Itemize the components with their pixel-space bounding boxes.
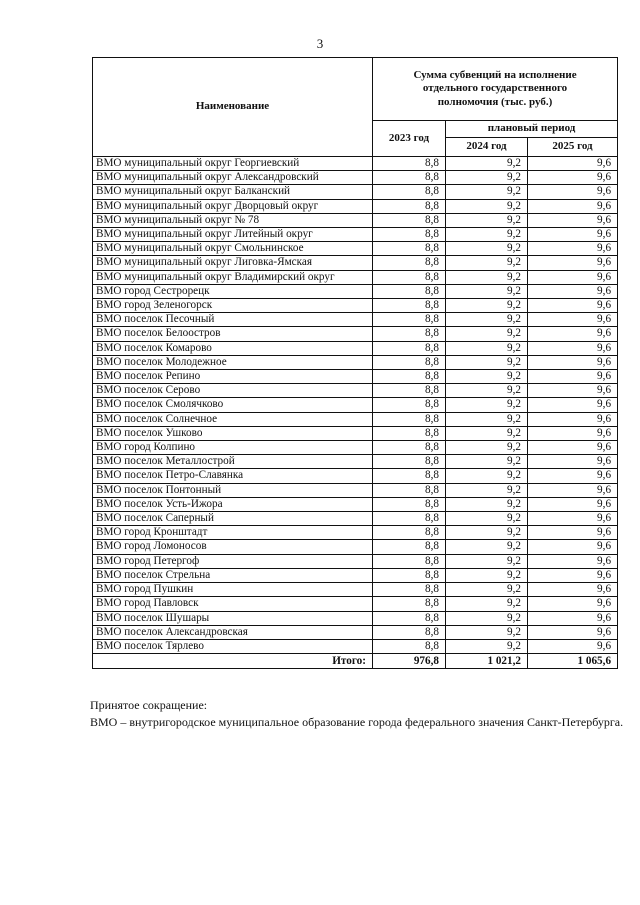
table-row [93,398,618,412]
note-title: Принятое сокращение: [90,698,208,712]
row-name: ВМО поселок Понтонный [93,483,373,497]
value-2024: 9,2 [446,270,528,284]
row-name: ВМО город Пушкин [93,583,373,597]
value-2025: 9,6 [528,583,618,597]
value-2023: 8,8 [373,384,446,398]
total-2025: 1 065,6 [528,654,618,669]
value-2023: 8,8 [373,441,446,455]
table-row [93,526,618,540]
value-2023: 8,8 [373,512,446,526]
row-name: ВМО поселок Серово [93,384,373,398]
value-2025: 9,6 [528,355,618,369]
header-2025: 2025 год [528,138,618,157]
table-row [93,213,618,227]
value-2024: 9,2 [446,540,528,554]
table-row [93,384,618,398]
row-name: ВМО город Колпино [93,441,373,455]
table-row [93,270,618,284]
value-2023: 8,8 [373,583,446,597]
table-row [93,412,618,426]
value-2025: 9,6 [528,455,618,469]
value-2023: 8,8 [373,370,446,384]
header-2024: 2024 год [446,138,528,157]
table-row [93,228,618,242]
value-2024: 9,2 [446,441,528,455]
table-row [93,611,618,625]
value-2025: 9,6 [528,313,618,327]
value-2025: 9,6 [528,228,618,242]
value-2025: 9,6 [528,597,618,611]
value-2025: 9,6 [528,171,618,185]
value-2024: 9,2 [446,355,528,369]
row-name: ВМО муниципальный округ Георгиевский [93,157,373,171]
value-2024: 9,2 [446,568,528,582]
value-2025: 9,6 [528,398,618,412]
row-name: ВМО поселок Репино [93,370,373,384]
value-2025: 9,6 [528,497,618,511]
table-row [93,341,618,355]
value-2025: 9,6 [528,441,618,455]
row-name: ВМО поселок Белоостров [93,327,373,341]
value-2023: 8,8 [373,540,446,554]
value-2023: 8,8 [373,597,446,611]
table-row [93,583,618,597]
value-2023: 8,8 [373,497,446,511]
value-2024: 9,2 [446,455,528,469]
row-name: ВМО город Сестрорецк [93,284,373,298]
value-2025: 9,6 [528,512,618,526]
value-2024: 9,2 [446,341,528,355]
value-2024: 9,2 [446,228,528,242]
row-name: ВМО поселок Песочный [93,313,373,327]
value-2025: 9,6 [528,213,618,227]
value-2024: 9,2 [446,185,528,199]
value-2025: 9,6 [528,242,618,256]
value-2025: 9,6 [528,540,618,554]
table-row [93,426,618,440]
row-name: ВМО муниципальный округ Литейный округ [93,228,373,242]
value-2025: 9,6 [528,327,618,341]
value-2024: 9,2 [446,469,528,483]
table-row [93,625,618,639]
table-row [93,512,618,526]
value-2023: 8,8 [373,426,446,440]
row-name: ВМО город Ломоносов [93,540,373,554]
value-2023: 8,8 [373,256,446,270]
header-2023: 2023 год [373,121,446,157]
value-2024: 9,2 [446,256,528,270]
value-2023: 8,8 [373,157,446,171]
row-name: ВМО поселок Молодежное [93,355,373,369]
value-2023: 8,8 [373,483,446,497]
value-2024: 9,2 [446,526,528,540]
value-2023: 8,8 [373,341,446,355]
table-row [93,157,618,171]
value-2024: 9,2 [446,583,528,597]
value-2023: 8,8 [373,639,446,653]
value-2023: 8,8 [373,299,446,313]
table-row [93,639,618,653]
value-2023: 8,8 [373,228,446,242]
value-2025: 9,6 [528,199,618,213]
value-2024: 9,2 [446,213,528,227]
row-name: ВМО муниципальный округ Смольнинское [93,242,373,256]
value-2024: 9,2 [446,398,528,412]
table-row [93,455,618,469]
value-2024: 9,2 [446,242,528,256]
row-name: ВМО муниципальный округ Владимирский округ [93,270,373,284]
row-name: ВМО поселок Шушары [93,611,373,625]
value-2025: 9,6 [528,384,618,398]
value-2025: 9,6 [528,469,618,483]
table-row [93,469,618,483]
value-2024: 9,2 [446,426,528,440]
value-2025: 9,6 [528,639,618,653]
value-2023: 8,8 [373,284,446,298]
value-2025: 9,6 [528,284,618,298]
row-name: ВМО муниципальный округ № 78 [93,213,373,227]
value-2025: 9,6 [528,270,618,284]
value-2025: 9,6 [528,412,618,426]
table-row [93,483,618,497]
total-label: Итого: [93,654,373,669]
value-2024: 9,2 [446,512,528,526]
value-2024: 9,2 [446,171,528,185]
table-row [93,327,618,341]
value-2024: 9,2 [446,327,528,341]
table-row [93,568,618,582]
row-name: ВМО поселок Солнечное [93,412,373,426]
value-2025: 9,6 [528,370,618,384]
table-row [93,497,618,511]
abbreviation-note [90,697,623,731]
value-2025: 9,6 [528,483,618,497]
value-2025: 9,6 [528,299,618,313]
value-2024: 9,2 [446,639,528,653]
value-2025: 9,6 [528,625,618,639]
row-name: ВМО муниципальный округ Александровский [93,171,373,185]
value-2023: 8,8 [373,455,446,469]
table-row [93,284,618,298]
value-2023: 8,8 [373,270,446,284]
row-name: ВМО муниципальный округ Балканский [93,185,373,199]
value-2024: 9,2 [446,554,528,568]
row-name: ВМО город Зеленогорск [93,299,373,313]
subsidy-table [92,57,618,669]
row-name: ВМО поселок Стрельна [93,568,373,582]
row-name: ВМО поселок Смолячково [93,398,373,412]
value-2024: 9,2 [446,384,528,398]
table-row [93,370,618,384]
value-2025: 9,6 [528,526,618,540]
value-2024: 9,2 [446,157,528,171]
table-row [93,355,618,369]
row-name: ВМО муниципальный округ Дворцовый округ [93,199,373,213]
table-row [93,540,618,554]
row-name: ВМО поселок Саперный [93,512,373,526]
row-name: ВМО поселок Александровская [93,625,373,639]
value-2024: 9,2 [446,284,528,298]
table-row [93,597,618,611]
value-2025: 9,6 [528,256,618,270]
table-row [93,242,618,256]
table-row [93,185,618,199]
value-2023: 8,8 [373,469,446,483]
row-name: ВМО муниципальный округ Лиговка-Ямская [93,256,373,270]
table-row [93,199,618,213]
value-2024: 9,2 [446,370,528,384]
value-2023: 8,8 [373,171,446,185]
value-2023: 8,8 [373,213,446,227]
value-2023: 8,8 [373,355,446,369]
row-name: ВМО поселок Ушково [93,426,373,440]
page-number: 3 [316,36,324,51]
value-2024: 9,2 [446,412,528,426]
row-name: ВМО поселок Металлострой [93,455,373,469]
row-name: ВМО поселок Тярлево [93,639,373,653]
value-2025: 9,6 [528,568,618,582]
table-row [93,554,618,568]
value-2024: 9,2 [446,597,528,611]
row-name: ВМО поселок Усть-Ижора [93,497,373,511]
value-2023: 8,8 [373,398,446,412]
value-2023: 8,8 [373,625,446,639]
table-row [93,256,618,270]
value-2024: 9,2 [446,299,528,313]
row-name: ВМО город Петергоф [93,554,373,568]
table-row [93,171,618,185]
value-2025: 9,6 [528,611,618,625]
value-2023: 8,8 [373,554,446,568]
table-row [93,313,618,327]
value-2025: 9,6 [528,157,618,171]
value-2024: 9,2 [446,199,528,213]
table-row [93,441,618,455]
value-2024: 9,2 [446,497,528,511]
value-2025: 9,6 [528,341,618,355]
value-2023: 8,8 [373,412,446,426]
value-2024: 9,2 [446,611,528,625]
value-2023: 8,8 [373,313,446,327]
header-name: Наименование [93,58,373,157]
value-2025: 9,6 [528,426,618,440]
value-2025: 9,6 [528,554,618,568]
total-2023: 976,8 [373,654,446,669]
value-2024: 9,2 [446,313,528,327]
value-2023: 8,8 [373,526,446,540]
row-name: ВМО город Кронштадт [93,526,373,540]
value-2023: 8,8 [373,327,446,341]
header-amount: Сумма субвенций на исполнение отдельного государственного полномочия (тыс. руб.) [373,58,618,121]
value-2024: 9,2 [446,483,528,497]
value-2023: 8,8 [373,568,446,582]
value-2024: 9,2 [446,625,528,639]
total-row [93,654,618,669]
table-row [93,299,618,313]
header-planned: плановый период [446,121,618,138]
row-name: ВМО поселок Петро-Славянка [93,469,373,483]
value-2023: 8,8 [373,199,446,213]
value-2023: 8,8 [373,242,446,256]
value-2023: 8,8 [373,611,446,625]
row-name: ВМО поселок Комарово [93,341,373,355]
note-text: ВМО – внутригородское муниципальное образование города федерального значения Санкт-Петербурга. [90,715,624,729]
row-name: ВМО город Павловск [93,597,373,611]
value-2023: 8,8 [373,185,446,199]
value-2025: 9,6 [528,185,618,199]
total-2024: 1 021,2 [446,654,528,669]
